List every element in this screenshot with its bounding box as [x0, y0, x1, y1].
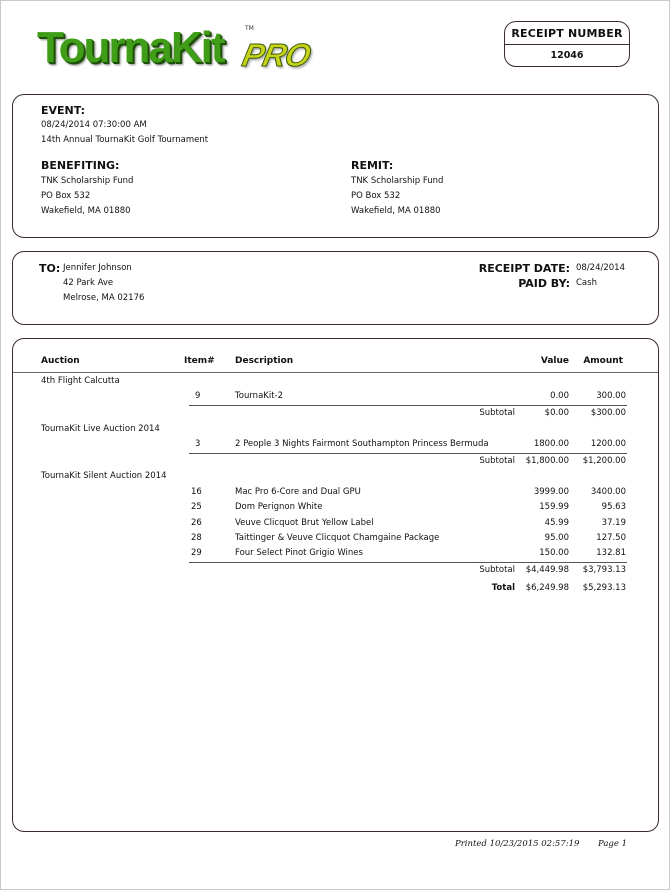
subtotal-amount: $1,200.00: [582, 456, 626, 466]
line-items-panel: [12, 338, 659, 832]
item-amount: 95.63: [601, 502, 626, 512]
item-number: 26: [191, 518, 202, 528]
event-panel: [12, 94, 659, 238]
receipt-date-value: 08/24/2014: [576, 263, 625, 273]
receipt-date-label: RECEIPT DATE:: [478, 262, 570, 275]
header-divider: [13, 372, 658, 373]
subtotal-value: $4,449.98: [525, 565, 569, 575]
item-number: 3: [195, 439, 201, 449]
benefiting-line-2: PO Box 532: [41, 191, 91, 201]
item-number: 9: [195, 391, 201, 401]
subtotal-label: Subtotal: [479, 456, 515, 466]
item-number: 25: [191, 502, 202, 512]
col-header-item: Item#: [184, 356, 215, 366]
item-value: 95.00: [544, 533, 569, 543]
remit-heading: REMIT:: [351, 159, 394, 172]
receipt-number-label: RECEIPT NUMBER: [505, 22, 629, 45]
group-name: 4th Flight Calcutta: [41, 376, 120, 386]
col-header-description: Description: [235, 356, 294, 366]
event-datetime: 08/24/2014 07:30:00 AM: [41, 120, 147, 130]
logo-trademark: TM: [245, 25, 254, 32]
receipt-number-box: [504, 21, 630, 67]
item-value: 0.00: [550, 391, 569, 401]
col-header-auction: Auction: [41, 356, 80, 366]
benefiting-heading: BENEFITING:: [41, 159, 120, 172]
subtotal-amount: $3,793.13: [582, 565, 626, 575]
item-value: 150.00: [539, 548, 569, 558]
event-name: 14th Annual TournaKit Golf Tournament: [41, 135, 209, 145]
printed-timestamp: Printed 10/23/2015 02:57:19: [455, 839, 580, 849]
benefiting-line-3: Wakefield, MA 01880: [41, 206, 131, 216]
item-amount: 3400.00: [590, 487, 626, 497]
tournakit-pro-logo: [37, 23, 337, 93]
item-description: Taittinger & Veuve Clicquot Chamgaine Package: [235, 533, 440, 543]
item-description: 2 People 3 Nights Fairmont Southampton Princess Bermuda: [235, 439, 489, 449]
item-amount: 300.00: [596, 391, 626, 401]
to-label: TO:: [39, 262, 61, 275]
item-description: Veuve Clicquot Brut Yellow Label: [235, 518, 374, 528]
receipt-number-value: 12046: [550, 50, 584, 61]
item-value: 1800.00: [533, 439, 569, 449]
item-description: Dom Perignon White: [235, 502, 323, 512]
logo-pro-text: PRO: [239, 37, 314, 73]
paid-by-value: Cash: [576, 278, 597, 288]
item-description: Mac Pro 6-Core and Dual GPU: [235, 487, 361, 497]
to-address-2: Melrose, MA 02176: [63, 293, 145, 303]
remit-line-1: TNK Scholarship Fund: [351, 176, 444, 186]
recipient-panel: [12, 251, 659, 325]
item-amount: 132.81: [596, 548, 626, 558]
to-name: Jennifer Johnson: [63, 263, 132, 273]
group-name: TournaKit Silent Auction 2014: [41, 471, 167, 481]
subtotal-value: $0.00: [544, 408, 569, 418]
page-number: Page 1: [598, 839, 627, 849]
subtotal-amount: $300.00: [590, 408, 626, 418]
item-value: 45.99: [544, 518, 569, 528]
subtotal-rule: [189, 562, 627, 563]
remit-line-3: Wakefield, MA 01880: [351, 206, 441, 216]
item-value: 159.99: [539, 502, 569, 512]
item-number: 29: [191, 548, 202, 558]
item-amount: 127.50: [596, 533, 626, 543]
benefiting-line-1: TNK Scholarship Fund: [41, 176, 134, 186]
subtotal-rule: [189, 405, 627, 406]
total-label: Total: [491, 583, 515, 593]
item-number: 16: [191, 487, 202, 497]
item-description: TournaKit-2: [235, 391, 284, 401]
item-value: 3999.00: [533, 487, 569, 497]
subtotal-rule: [189, 453, 627, 454]
item-number: 28: [191, 533, 202, 543]
event-heading: EVENT:: [41, 104, 86, 117]
subtotal-value: $1,800.00: [525, 456, 569, 466]
item-description: Four Select Pinot Grigio Wines: [235, 548, 363, 558]
total-value: $6,249.98: [525, 583, 569, 593]
col-header-amount: Amount: [583, 356, 623, 366]
subtotal-label: Subtotal: [479, 408, 515, 418]
to-address-1: 42 Park Ave: [63, 278, 114, 288]
paid-by-label: PAID BY:: [518, 277, 570, 290]
item-amount: 37.19: [601, 518, 626, 528]
total-amount: $5,293.13: [582, 583, 626, 593]
col-header-value: Value: [540, 356, 569, 366]
logo-main-text: TournaKit: [37, 23, 224, 72]
remit-line-2: PO Box 532: [351, 191, 401, 201]
group-name: TournaKit Live Auction 2014: [41, 424, 160, 434]
subtotal-label: Subtotal: [479, 565, 515, 575]
item-amount: 1200.00: [590, 439, 626, 449]
